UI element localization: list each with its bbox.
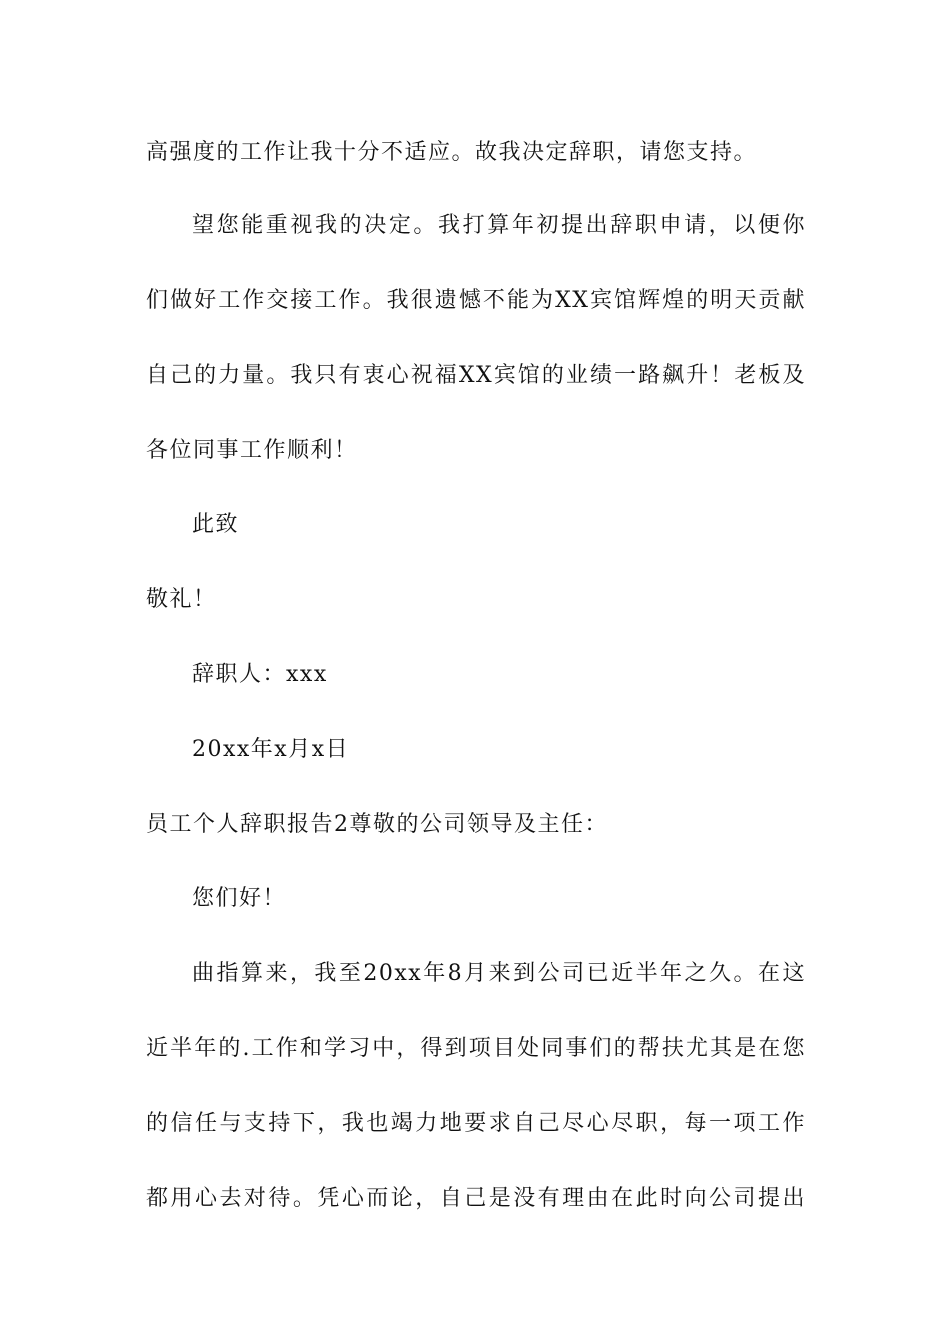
date-line: 20xx年x月x日 xyxy=(192,737,350,762)
paragraph-line: 们做好工作交接工作。我很遗憾不能为XX宾馆辉煌的明天贡献 xyxy=(146,288,806,313)
paragraph-line: 都用心去对待。凭心而论，自己是没有理由在此时向公司提出 xyxy=(146,1186,806,1211)
signature-line: 辞职人：xxx xyxy=(192,662,328,687)
closing-line: 敬礼！ xyxy=(146,587,217,612)
paragraph-line: 自己的力量。我只有衷心祝福XX宾馆的业绩一路飙升！老板及 xyxy=(146,363,806,388)
paragraph-line: 各位同事工作顺利！ xyxy=(146,438,358,463)
paragraph-line: 高强度的工作让我十分不适应。故我决定辞职，请您支持。 xyxy=(146,140,758,165)
salutation-line: 此致 xyxy=(192,512,240,537)
section-heading-line: 员工个人辞职报告2尊敬的公司领导及主任： xyxy=(146,812,608,837)
greeting-line: 您们好！ xyxy=(192,886,287,911)
paragraph-line: 近半年的.工作和学习中，得到项目处同事们的帮扶尤其是在您 xyxy=(146,1036,806,1061)
paragraph-line: 曲指算来，我至20xx年8月来到公司已近半年之久。在这 xyxy=(192,961,806,986)
paragraph-line: 的信任与支持下，我也竭力地要求自己尽心尽职，每一项工作 xyxy=(146,1111,806,1136)
paragraph-line: 望您能重视我的决定。我打算年初提出辞职申请，以便你 xyxy=(192,213,806,238)
